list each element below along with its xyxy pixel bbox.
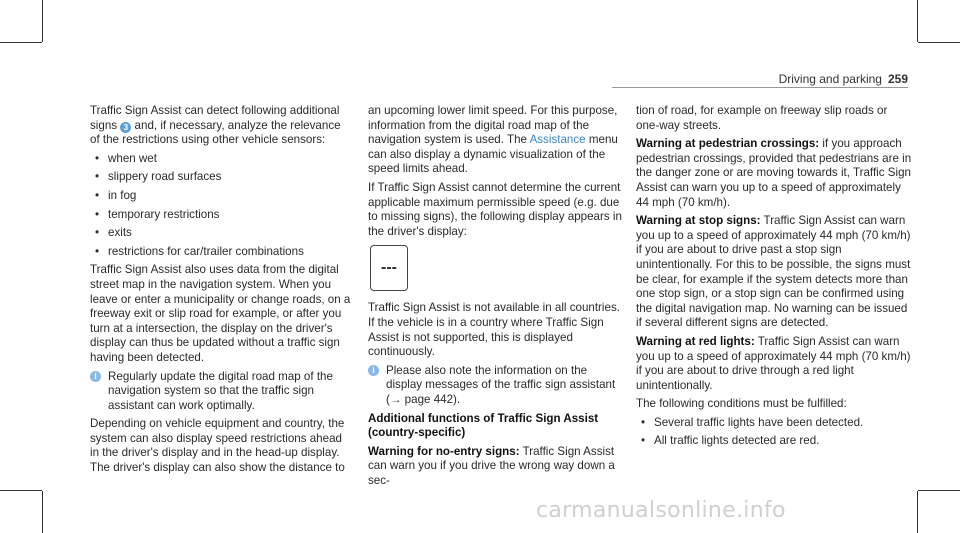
page-number: 259 xyxy=(887,72,908,86)
no-entry-paragraph: Warning for no-entry signs: Traffic Sign Assist can warn you if you drive the wrong way down a sec- xyxy=(368,444,615,487)
no-speed-sign-icon: --- xyxy=(370,245,408,291)
crop-mark xyxy=(917,0,918,42)
continued-paragraph: tion of road, for example on freeway slip roads or one-way streets. xyxy=(636,104,888,132)
note-block: i Please also note the information on the display messages of the traffic sign assistant (→ page 442). xyxy=(368,364,626,408)
section-heading: Additional functions of Traffic Sign Assist (country-specific) xyxy=(368,411,599,440)
running-header xyxy=(779,72,908,86)
conditions-list xyxy=(636,416,912,449)
crop-mark xyxy=(42,0,43,42)
undetermined-speed-paragraph: If Traffic Sign Assist cannot determine the current applicable maximum permissible speed (e.g. due to missing signs), the following display appears in the driver's display: xyxy=(368,180,622,238)
pedestrian-paragraph: Warning at pedestrian crossings: if you approach pedestrian crossings, provided that pedestrians are in the danger zone or are moving towards it, Traffic Sign Assist can warn you up to a speed of approximately 44 mph (70 km/h). xyxy=(636,137,912,209)
list-item: • restrictions for car/trailer combinations xyxy=(90,245,352,260)
equipment-paragraph: Depending on vehicle equipment and country, the system can also display speed restrictions ahead in the driver's display and in the head-up display. The driver's display can also show the distance to xyxy=(90,417,345,475)
info-icon: i xyxy=(368,365,379,376)
watermark: carmanualsonline.info xyxy=(536,498,786,523)
header-rule xyxy=(612,87,908,88)
column-3 xyxy=(636,104,912,453)
crop-mark xyxy=(917,491,918,533)
column-1 xyxy=(90,104,352,480)
list-item: • slippery road surfaces xyxy=(90,170,352,185)
list-item: • All traffic lights detected are red. xyxy=(636,434,912,449)
note-block: i Regularly update the digital road map of the navigation system so that the traffic sign assistant can work optimally. xyxy=(90,370,352,414)
list-item: • Several traffic lights have been detected. xyxy=(636,416,912,431)
list-item: • temporary restrictions xyxy=(90,208,352,223)
list-item: • when wet xyxy=(90,152,352,167)
list-item: • in fog xyxy=(90,189,352,204)
assistance-menu-link[interactable]: Assistance xyxy=(529,133,586,147)
map-data-paragraph: Traffic Sign Assist also uses data from the digital street map in the navigation system. When you leave or enter a municipality or change roads, on a freeway exit or slip road for example, or after you turn at a intersection, the display on the driver's display can thus be updated without a traffic sign having been detected. xyxy=(90,263,351,364)
circled-number-icon: 3 xyxy=(120,122,131,133)
section-title: Driving and parking xyxy=(778,72,882,86)
crop-mark xyxy=(0,42,42,43)
column-2 xyxy=(368,104,626,492)
crop-mark xyxy=(918,490,960,491)
crop-mark xyxy=(0,490,42,491)
page-reference-link[interactable]: (→ page 442). xyxy=(386,392,461,406)
info-icon: i xyxy=(90,371,101,382)
availability-paragraph: Traffic Sign Assist is not available in all countries. If the vehicle is in a country where Traffic Sign Assist is not supported, this is displayed continuously. xyxy=(368,301,620,359)
lower-limit-paragraph: an upcoming lower limit speed. For this purpose, information from the digital road map of the navigation system is used. The Assistance menu can also display a dynamic visualization of the speed limits ahead. xyxy=(368,104,618,176)
crop-mark xyxy=(918,42,960,43)
sensor-conditions-list xyxy=(90,152,352,260)
red-light-paragraph: Warning at red lights: Traffic Sign Assist can warn you up to a speed of approximately 44 mph (70 km/h) if you are about to drive through a red light unintentionally. xyxy=(636,334,911,392)
crop-mark xyxy=(42,491,43,533)
stop-sign-paragraph: Warning at stop signs: Traffic Sign Assist can warn you up to a speed of approximately 44 mph (70 km/h) if you are about to drive past a stop sign unintentionally. For this to be possible, the signs must be clear, for example if the system detects more than one stop sign, or a stop sign can be confirmed using the digital navigation map. No warning can be issued if several different signs are detected. xyxy=(636,214,911,330)
conditions-paragraph: The following conditions must be fulfilled: xyxy=(636,397,847,411)
intro-paragraph: Traffic Sign Assist can detect following additional signs 3 and, if necessary, analyze the relevance of the restrictions using other vehicle sensors: xyxy=(90,104,341,147)
list-item: • exits xyxy=(90,226,352,241)
